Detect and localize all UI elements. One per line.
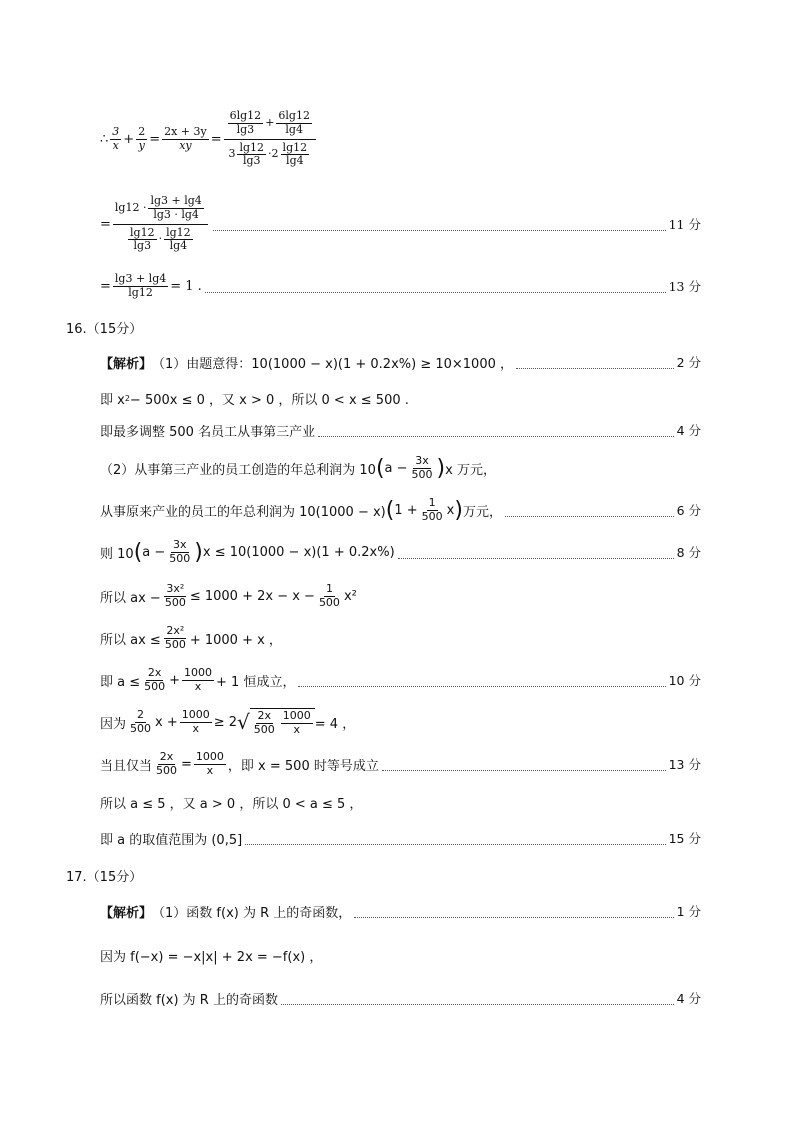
compound-fraction: $\frac{6\lg 12}{\lg 3}$ + $\frac{6\lg 12}{\lg 4}$ 3 $\frac{\lg 12}{\lg 3}$ · 2 $\frac{\lg 12}{\lg 4}$ [224, 110, 316, 168]
question-16-heading: 16.（15分） [66, 322, 143, 337]
leader-dots [281, 1003, 674, 1005]
q16-line-3: 即最多调整 500 名员工从事第三产业 4 分 [100, 423, 701, 440]
equation-3: = $\frac{\lg 3 + \lg 4}{\lg 12}$ = 1 . 13 分 [100, 271, 701, 299]
q16-line-6: 则 10 ( a − $\frac{3x}{500}$ ) x ≤ 10(1000 − x)(1 + 0.2x%) 8 分 [100, 537, 701, 565]
leader-dots [298, 685, 665, 687]
q16-line-7: 所以 ax − $\frac{\text{3x²}}{500}$ ≤ 1000 + 2x − x − $\frac{1}{500}$ x² [100, 581, 357, 609]
q16-line-13: 即 a 的取值范围为 (0,5] 15 分 [100, 831, 701, 848]
therefore-symbol: ∴ [100, 131, 109, 147]
score: 15 分 [668, 831, 701, 846]
score: 11 分 [668, 217, 701, 232]
q16-line-10: 因为 $\frac{2}{500}$ x + $\frac{1000}{x}$ ≥ 2 √ $\frac{2x}{500}$ $\frac{1000}{x}$ = 4 ， [100, 707, 356, 736]
square-root: √ $\frac{2x}{500}$ $\frac{1000}{x}$ [237, 708, 315, 736]
q16-line-9: 即 a ≤ $\frac{2x}{500}$ + $\frac{1000}{x}$ + 1 恒成立， 10 分 [100, 665, 701, 693]
score: 1 分 [676, 904, 701, 919]
equation-2: = lg12 · $\frac{\lg 3 + \lg 4}{\lg 3 \cdot \lg 4}$ $\frac{\lg 12}{\lg 3}$ · $\frac{\lg 12}{\lg 4}$ 11 分 [100, 194, 701, 253]
q16-line-8: 所以 ax ≤ $\frac{\text{2x²}}{500}$ + 1000 + x ， [100, 623, 282, 651]
leader-dots [245, 843, 665, 845]
q17-line-2: 因为 f(−x) = −x|x| + 2x = −f(x) ， [100, 949, 323, 965]
q16-line-11: 当且仅当 $\frac{2x}{500}$ = $\frac{1000}{x}$ ，即 x = 500 时等号成立 13 分 [100, 749, 701, 777]
leader-dots [398, 557, 674, 559]
q16-line-12: 所以 a ≤ 5 ，又 a > 0 ，所以 0 < a ≤ 5 ， [100, 796, 363, 812]
fraction: $\frac{3}{x}$ [112, 124, 120, 152]
leader-dots [516, 367, 674, 369]
score: 8 分 [676, 545, 701, 560]
q16-line-1: 【解析】 （1）由题意得：10(1000 − x)(1 + 0.2x%) ≥ 10×1000 ， 2 分 [100, 355, 701, 372]
score: 13 分 [668, 279, 701, 294]
leader-dots [382, 769, 666, 771]
fraction: $\frac{\lg 3 + \lg 4}{\lg 12}$ [114, 271, 167, 299]
compound-fraction: lg12 · $\frac{\lg 3 + \lg 4}{\lg 3 \cdot \lg 4}$ $\frac{\lg 12}{\lg 3}$ · $\frac{\lg 12}{\lg 4}$ [113, 195, 208, 253]
q17-line-1: 【解析】 （1）函数 f(x) 为 R 上的奇函数， 1 分 [100, 904, 701, 921]
leader-dots [205, 291, 666, 293]
leader-dots [318, 435, 673, 437]
leader-dots [354, 916, 673, 918]
score: 6 分 [676, 503, 701, 518]
fraction: $\frac{2}{y}$ [138, 124, 146, 152]
equation-1: ∴ $\frac{3}{x}$ + $\frac{2}{y}$ = $\frac{2x + 3y}{xy}$ = $\frac{6\lg 12}{\lg 3}$ + $\frac{6\lg 12}{\lg 4}$ 3 $\frac{\lg 12}{\lg 3}$ · 2 $\frac{\lg 12}{\lg 4}$ [100, 100, 701, 178]
score: 4 分 [676, 991, 701, 1006]
q17-line-3: 所以函数 f(x) 为 R 上的奇函数 4 分 [100, 991, 701, 1008]
leader-dots [505, 515, 674, 517]
score: 10 分 [668, 673, 701, 688]
q16-line-5: 从事原来产业的员工的年总利润为 10(1000 − x) ( 1 + $\frac{1}{500}$ x ) 万元， 6 分 [100, 495, 701, 523]
question-17-heading: 17.（15分） [66, 870, 143, 885]
score: 4 分 [676, 423, 701, 438]
fraction: $\frac{2x + 3y}{xy}$ [164, 124, 207, 152]
leader-dots [213, 229, 666, 231]
score: 2 分 [676, 355, 701, 370]
q16-line-2: 即 x 2 − 500x ≤ 0 ，又 x > 0 ，所以 0 < x ≤ 500 . [100, 392, 409, 408]
q16-line-4: （2）从事第三产业的员工创造的年总利润为 10 ( a − $\frac{3x}{500}$ ) x 万元， [100, 453, 496, 481]
score: 13 分 [668, 757, 701, 772]
